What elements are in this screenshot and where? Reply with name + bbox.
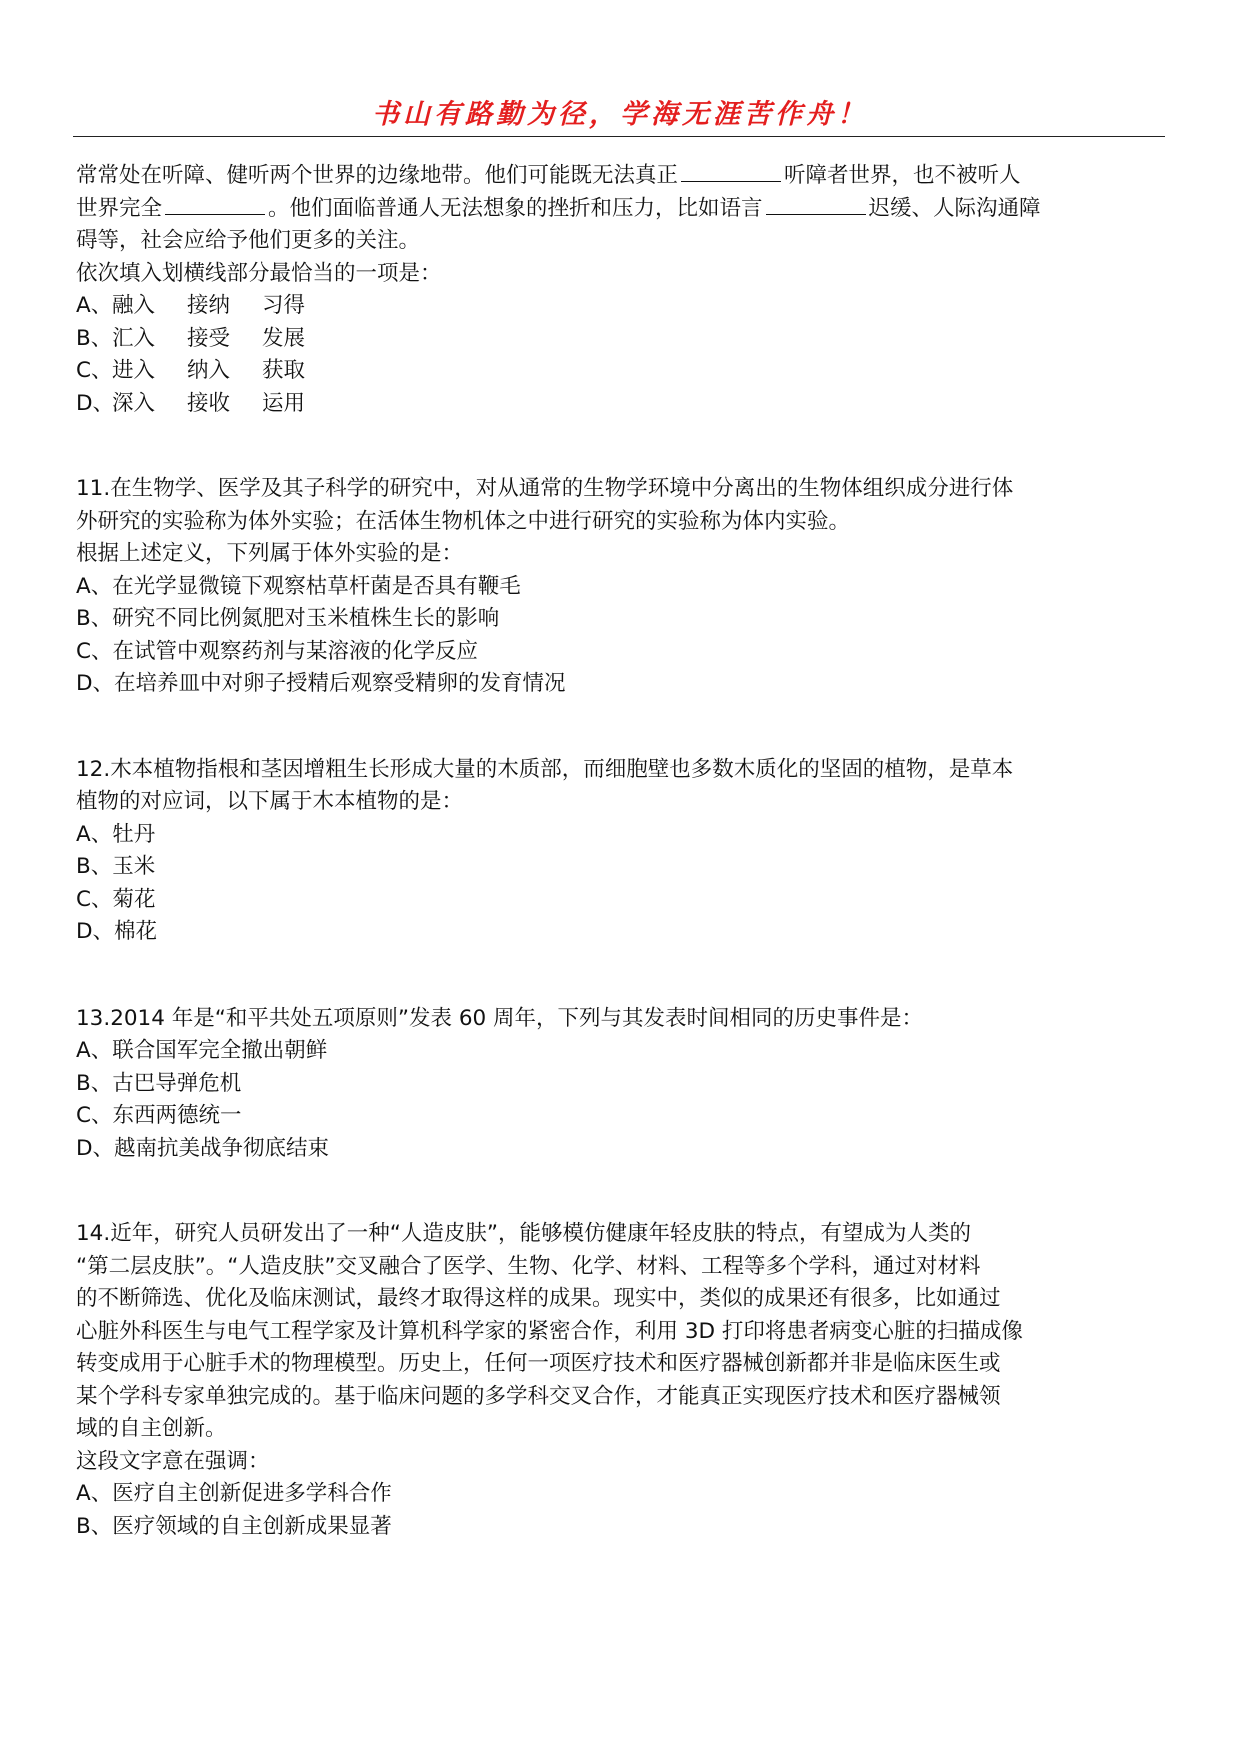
question-12: [76, 754, 1166, 949]
spacer: [76, 701, 1166, 754]
option-letter: A、: [76, 293, 113, 318]
q11-stem-line-1: 11.在生物学、医学及其子科学的研究中，对从通常的生物学环境中分离出的生物体组织成分进行体: [76, 476, 1014, 501]
q10-option-c: [76, 355, 1166, 388]
spacer: [76, 1165, 1166, 1218]
q14-prompt: 这段文字意在强调：: [76, 1448, 270, 1474]
option-letter: C、: [76, 358, 113, 383]
q14-stem-line-6: 某个学科专家单独完成的。基于临床问题的多学科交叉合作，才能真正实现医疗技术和医疗器械领: [76, 1383, 1001, 1409]
q11-option-c: C、在试管中观察药剂与某溶液的化学反应: [76, 638, 479, 664]
q10-stem-text: 世界完全: [76, 195, 163, 221]
q11-stem-line-2: 外研究的实验称为体外实验；在活体生物机体之中进行研究的实验称为体内实验。: [76, 508, 851, 534]
q10-stem-text: 常常处在听障、健听两个世界的边缘地带。他们可能既无法真正: [76, 163, 679, 188]
question-11: [76, 473, 1166, 701]
spacer: [76, 420, 1166, 473]
document-body: [76, 160, 1166, 1543]
q10-option-d: [76, 388, 1166, 421]
q12-option-b: B、玉米: [76, 854, 156, 879]
q14-option-b: B、医疗领域的自主创新成果显著: [76, 1513, 392, 1539]
option-letter: B、: [76, 325, 113, 351]
question-13: [76, 1003, 1166, 1166]
q14-stem-line-7: 域的自主创新。: [76, 1416, 227, 1441]
q11-prompt: 根据上述定义，下列属于体外实验的是：: [76, 541, 464, 566]
spacer: [76, 949, 1166, 1003]
option-word: 运用: [262, 390, 306, 416]
q11-option-a: A、在光学显微镜下观察枯草杆菌是否具有鞭毛: [76, 573, 521, 599]
option-letter: D、: [76, 390, 115, 416]
q11-option-b: B、研究不同比例氮肥对玉米植株生长的影响: [76, 606, 500, 631]
q10-prompt: 依次填入划横线部分最恰当的一项是：: [76, 260, 442, 286]
q14-stem-line-4: 心脏外科医生与电气工程学家及计算机科学家的紧密合作，利用 3D 打印将患者病变心脏的扫描成像: [76, 1318, 1023, 1344]
q10-option-b: [76, 323, 1166, 356]
option-word: 获取: [262, 358, 306, 383]
option-word: 深入: [112, 390, 156, 416]
option-word: 汇入: [112, 325, 156, 351]
option-word: 纳入: [187, 358, 231, 383]
header-motto: 书山有路勤为径，学海无涯苦作舟！: [372, 99, 868, 130]
q14-stem-line-3: 的不断筛选、优化及临床测试，最终才取得这样的成果。现实中，类似的成果还有很多，比如通过: [76, 1286, 1001, 1311]
question-14: [76, 1218, 1166, 1543]
q13-option-d: D、越南抗美战争彻底结束: [76, 1135, 330, 1161]
q10-stem-text: 迟缓、人际沟通障: [868, 195, 1041, 221]
q12-option-d: D、棉花: [76, 919, 158, 944]
q11-option-d: D、在培养皿中对卵子授精后观察受精卵的发育情况: [76, 671, 566, 696]
option-word: 接纳: [187, 293, 231, 318]
q14-stem-line-5: 转变成用于心脏手术的物理模型。历史上，任何一项医疗技术和医疗器械创新都并非是临床医生或: [76, 1351, 1001, 1376]
question-10: [76, 160, 1166, 420]
fill-in-blank-2: [165, 194, 265, 215]
q13-stem-line-1: 13.2014 年是“和平共处五项原则”发表 60 周年，下列与其发表时间相同的历史事件是：: [76, 1005, 924, 1031]
q12-stem-line-2: 植物的对应词，以下属于木本植物的是：: [76, 789, 464, 814]
fill-in-blank-1: [681, 161, 781, 182]
header-divider: [73, 136, 1165, 137]
q10-stem-text: 。他们面临普通人无法想象的挫折和压力，比如语言: [268, 195, 763, 221]
q13-option-c: C、东西两德统一: [76, 1103, 242, 1128]
q10-stem-line-3: 碍等，社会应给予他们更多的关注。: [76, 228, 421, 253]
q10-stem-text: 听障者世界，也不被听人: [784, 163, 1021, 188]
option-word: 习得: [262, 293, 306, 318]
q14-stem-line-1: 14.近年，研究人员研发出了一种“人造皮肤”，能够模仿健康年轻皮肤的特点，有望成为人类的: [76, 1221, 971, 1246]
q12-stem-line-1: 12.木本植物指根和茎因增粗生长形成大量的木质部，而细胞壁也多数木质化的坚固的植物，是草本: [76, 756, 1014, 782]
q10-stem-line-1: [76, 160, 1166, 193]
q13-option-b: B、古巴导弹危机: [76, 1070, 242, 1096]
q10-option-a: [76, 290, 1166, 323]
fill-in-blank-3: [766, 194, 866, 215]
q12-option-c: C、菊花: [76, 886, 156, 912]
option-word: 发展: [262, 325, 306, 351]
q12-option-a: A、牡丹: [76, 821, 156, 847]
option-word: 接收: [187, 390, 231, 416]
option-word: 融入: [112, 293, 156, 318]
option-word: 接受: [187, 325, 231, 351]
q10-stem-line-2: [76, 193, 1166, 226]
option-word: 进入: [112, 358, 156, 383]
q13-option-a: A、联合国军完全撤出朝鲜: [76, 1038, 328, 1063]
q14-option-a: A、医疗自主创新促进多学科合作: [76, 1481, 392, 1506]
q14-stem-line-2: “第二层皮肤”。“人造皮肤”交叉融合了医学、生物、化学、材料、工程等多个学科，通过对材料: [76, 1253, 981, 1279]
